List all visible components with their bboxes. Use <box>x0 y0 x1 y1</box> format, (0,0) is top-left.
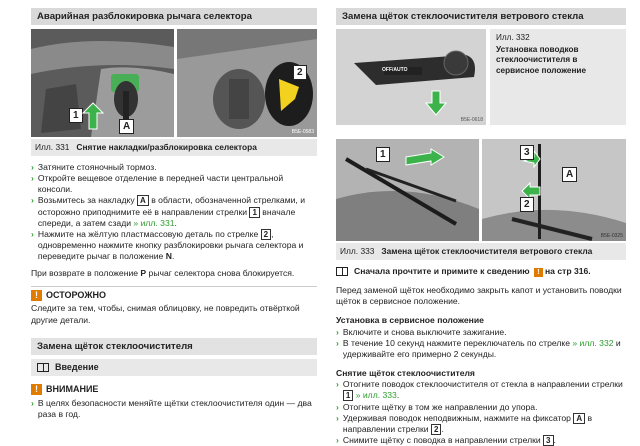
blade-photo <box>482 139 626 241</box>
service-title: Установка в сервисное положение <box>336 315 484 326</box>
key-1: 1 <box>249 207 259 218</box>
warning-icon: ! <box>534 268 543 277</box>
paragraph: Перед заменой щёток необходимо закрыть капот и установить поводки щёток в сервисное положение. <box>336 285 622 307</box>
list-item: › Нажмите на жёлтую пластмассовую деталь по стрелке 2 , одновременно нажмите кнопку разблокировки рычага селектора и переведите рычаг в положение N. <box>31 228 304 262</box>
wiper-arm-drawing <box>336 139 479 241</box>
caption-number: Илл. 333 <box>340 246 375 256</box>
book-icon <box>37 363 49 372</box>
caption-text: Установка поводков стеклоочистителя в сервисное положение <box>496 44 587 75</box>
key-1: 1 <box>343 390 353 401</box>
return-note: При возврате в положение P рычаг селектора снова блокируется. <box>31 268 295 279</box>
label-a: A <box>119 119 134 134</box>
right-column <box>336 8 626 446</box>
list-item: › В течение 10 секунд нажмите переключатель по стрелке » илл. 332 и удерживайте его примерно 2 секунды. <box>336 337 621 359</box>
figure-code: B5E-0325 <box>600 232 623 239</box>
attention-title: ВНИМАНИЕ <box>46 384 99 395</box>
chevron-icon: › <box>336 337 339 348</box>
key-a: A <box>137 195 149 206</box>
console-photo <box>31 29 174 137</box>
read-note: Сначала прочтите и примите к сведению ! на стр 316. <box>336 266 626 277</box>
list-item: › Затяните стояночный тормоз. <box>31 161 157 172</box>
list-item: › Включите и снова выключите зажигание. <box>336 326 507 337</box>
steps-list <box>31 162 317 263</box>
caption-332 <box>490 29 626 125</box>
selector-photo <box>177 29 317 137</box>
caption-333 <box>336 243 626 260</box>
chevron-icon: › <box>31 398 34 409</box>
attention-box <box>31 384 317 420</box>
list-item: › В целях безопасности меняйте щётки стеклоочистителя один — два раза в год. <box>31 398 312 420</box>
chevron-icon: › <box>31 173 34 184</box>
chevron-icon: › <box>31 228 34 239</box>
chevron-icon: › <box>336 379 339 390</box>
list-item: › Откройте вещевое отделение в передней части центральной консоли. <box>31 173 284 195</box>
key-2: 2 <box>261 229 271 240</box>
selector-drawing <box>177 29 317 137</box>
remove-title: Снятие щёток стеклоочистителя <box>336 368 475 379</box>
label-2: 2 <box>293 65 307 80</box>
chevron-icon: › <box>336 401 339 412</box>
link-fig-331[interactable]: » илл. 331 <box>133 217 175 228</box>
wiper-blade-drawing <box>482 139 626 241</box>
list-item: › Отогните щётку в том же направлении до упора. <box>336 401 538 412</box>
caption-text: Замена щёток стеклоочистителя ветрового стекла <box>381 246 593 256</box>
label-3: 3 <box>520 145 534 160</box>
list-item: › Снимите щётку с поводка в направлении стрелки 3 . <box>336 435 556 446</box>
link-fig-332[interactable]: » илл. 332 <box>572 337 614 348</box>
label-2: 2 <box>520 197 534 212</box>
label-1: 1 <box>69 108 83 123</box>
key-a: A <box>573 413 585 424</box>
link-fig-333[interactable]: » илл. 333 <box>355 390 397 401</box>
chevron-icon: › <box>336 435 339 446</box>
figure-333 <box>336 139 626 241</box>
chevron-icon: › <box>31 195 34 206</box>
caption-331 <box>31 139 317 156</box>
section-header-selector-unlock: Аварийная разблокировка рычага селектора <box>31 8 317 25</box>
section-header-windscreen-wipers: Замена щёток стеклоочистителя ветрового стекла <box>336 8 626 25</box>
caution-text: Следите за тем, чтобы, снимая облицовку, не повредить отвёрткой другие детали. <box>31 303 300 325</box>
chevron-icon: › <box>31 161 34 172</box>
read-note-link[interactable]: на стр 316. <box>544 265 591 276</box>
figure-code: B5E-0583 <box>291 128 314 135</box>
figure-code: B5E-0618 <box>460 116 483 123</box>
caution-title: ОСТОРОЖНО <box>46 289 106 300</box>
left-column <box>31 8 317 420</box>
caution-box <box>31 286 317 326</box>
warning-icon: ! <box>31 384 42 395</box>
intro-header: Введение <box>31 359 317 377</box>
up-arrow-icon <box>83 103 103 129</box>
label-1: 1 <box>376 147 390 162</box>
list-item: › Отогните поводок стеклоочистителя от стекла в направлении стрелки 1 » илл. 333. <box>336 379 623 401</box>
caption-number: Илл. 331 <box>35 142 70 152</box>
section-header-wipers: Замена щёток стеклоочистителя <box>31 338 317 355</box>
key-3: 3 <box>543 435 553 446</box>
chevron-icon: › <box>336 412 339 423</box>
figure-332 <box>336 29 626 125</box>
list-item: › Возьмитесь за накладку A в области, обозначенной стрелками, и осторожно приподнимите её в направлении стрелки 1 вначале спереди, а затем сзади » илл. 331. <box>31 195 305 228</box>
caption-text: Снятие накладки/разблокировка селектора <box>76 142 257 152</box>
warning-icon: ! <box>31 290 42 301</box>
stalk-label: OFF/AUTO <box>382 67 408 73</box>
wiper-stalk <box>336 29 486 125</box>
windscreen-photo <box>336 139 479 241</box>
caption-number: Илл. 332 <box>496 33 530 42</box>
figure-331 <box>31 29 317 137</box>
list-item: › Удерживая поводок неподвижным, нажмите на фиксатор A в направлении стрелки 2 . <box>336 412 593 434</box>
stalk-drawing <box>336 29 486 125</box>
label-a: A <box>562 167 577 182</box>
book-icon <box>336 267 348 276</box>
chevron-icon: › <box>336 326 339 337</box>
key-2: 2 <box>431 424 441 435</box>
